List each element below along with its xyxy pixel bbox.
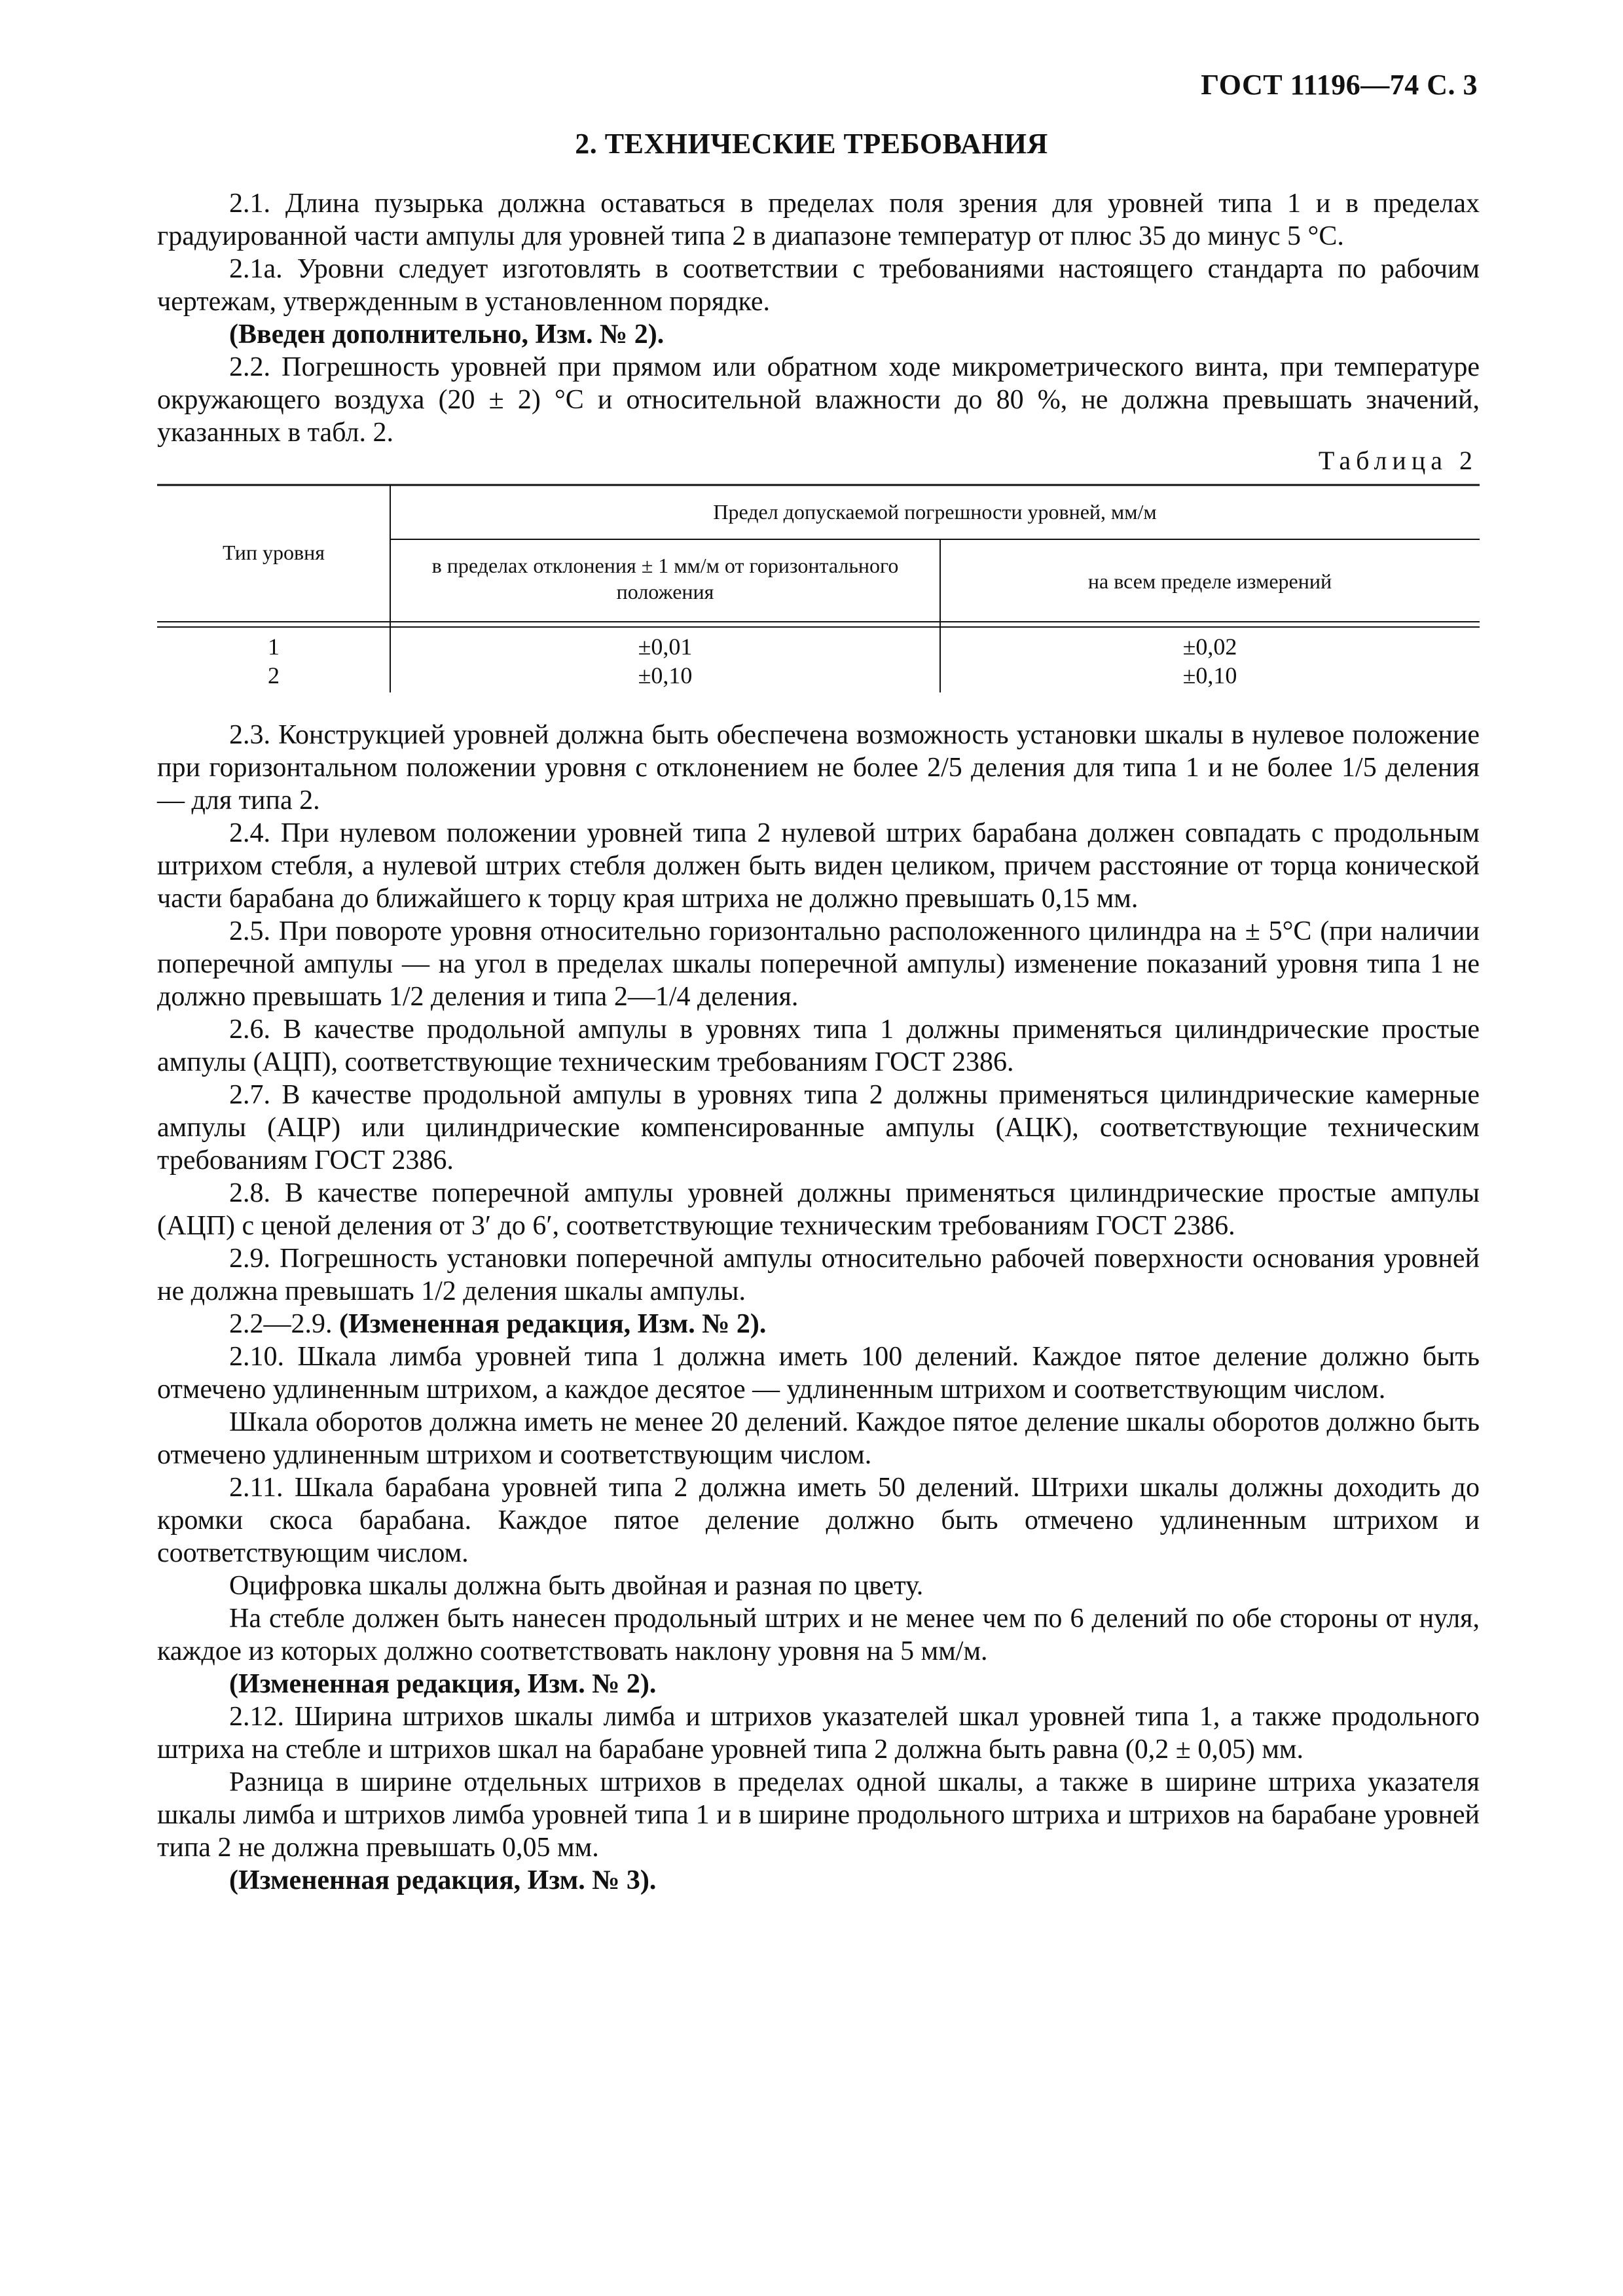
paragraph: 2.1а. Уровни следует изготовлять в соответствии с требованиями настоящего стандарта по рабочим чертежам, утвержденным в установленном порядке. <box>157 254 1480 317</box>
paragraph: 2.2. Погрешность уровней при прямом или обратном ходе микрометрического винта, при температуре окружающего воздуха (20 ± 2) °С и относительной влажности до 80 %, не должна превышать значений, указанных в табл. 2. <box>157 352 1480 448</box>
table <box>157 483 1480 692</box>
table-cell-dev-2: ±0,10 <box>638 662 693 689</box>
amendment-note: (Введен дополнительно, Изм. № 2). <box>229 319 665 350</box>
table-cell-full-1: ±0,02 <box>1182 634 1237 660</box>
paragraph: 2.10. Шкала лимба уровней типа 1 должна иметь 100 делений. Каждое пятое деление должно быть отмечено удлиненным штрихом, а каждое десятое — удлиненным штрихом и соответствующим числом. <box>157 1342 1480 1405</box>
paragraph: 2.9. Погрешность установки поперечной ампулы относительно рабочей поверхности основания уровней не должна превышать 1/2 деления шкалы ампулы. <box>157 1244 1480 1306</box>
paragraph: Шкала оборотов должна иметь не менее 20 делений. Каждое пятое деление шкалы оборотов должно быть отмечено удлиненным штрихом и соответствующим числом. <box>157 1407 1480 1470</box>
paragraph: Разница в ширине отдельных штрихов в пределах одной шкалы, а также в ширине штриха указателя шкалы лимба и штрихов лимба уровней типа 1 и в ширине продольного штриха и штрихов на барабане уровней типа 2 не должна превышать 0,05 мм. <box>157 1767 1480 1863</box>
paragraph: 2.8. В качестве поперечной ампулы уровней должны применяться цилиндрические простые ампулы (АЦП) с ценой деления от 3′ до 6′, соответствующие техническим требованиям ГОСТ 2386. <box>157 1178 1480 1241</box>
text-block-1 <box>157 187 1480 449</box>
paragraph: 2.6. В качестве продольной ампулы в уровнях типа 1 должны применяться цилиндрические простые ампулы (АЦП), соответствующие техническим требованиям ГОСТ 2386. <box>157 1014 1480 1077</box>
paragraph: На стебле должен быть нанесен продольный штрих и не менее чем по 6 делений по обе стороны от нуля, каждое из которых должно соответствовать наклону уровня на 5 мм/м. <box>157 1604 1480 1666</box>
col-group-header: Предел допускаемой погрешности уровней, мм/м <box>713 500 1157 524</box>
paragraph: Оцифровка шкалы должна быть двойная и разная по цвету. <box>229 1571 924 1601</box>
paragraph: 2.4. При нулевом положении уровней типа 2 нулевой штрих барабана должен совпадать с продольным штрихом стебля, а нулевой штрих стебля должен быть виден целиком, причем расстояние от торца конической части барабана до ближайшего к торцу края штриха не должно превышать 0,15 мм. <box>157 818 1480 914</box>
col-header-type: Тип уровня <box>223 541 325 564</box>
table-cell-type-1: 1 <box>268 634 280 660</box>
table-cell-type-2: 2 <box>268 662 280 689</box>
section-title: 2. ТЕХНИЧЕСКИЕ ТРЕБОВАНИЯ <box>575 128 1048 160</box>
paragraph: 2.12. Ширина штрихов шкалы лимба и штрихов указателей шкал уровней типа 1, а также продольного штриха на стебле и штрихов шкал на барабане уровней типа 2 должна быть равна (0,2 ± 0,05) мм. <box>157 1702 1480 1765</box>
paragraph: 2.3. Конструкцией уровней должна быть обеспечена возможность установки шкалы в нулевое положение при горизонтальном положении уровня с отклонением не более 2/5 деления для типа 1 и не более 1/5 деления — для типа 2. <box>157 720 1480 816</box>
paragraph: 2.7. В качестве продольной ампулы в уровнях типа 2 должны применяться цилиндрические камерные ампулы (АЦР) или цилиндрические компенсированные ампулы (АЦК), соответствующие техническим требованиям ГОСТ 2386. <box>157 1080 1480 1175</box>
table-cell-full-2: ±0,10 <box>1182 662 1237 689</box>
text-block-2 <box>157 719 1480 1897</box>
col-header-full-range: на всем пределе измерений <box>1087 569 1332 593</box>
paragraph: 2.1. Длина пузырька должна оставаться в пределах поля зрения для уровней типа 1 и в пределах градуированной части ампулы для уровней типа 2 в диапазоне температур от плюс 35 до минус 5 °С. <box>157 188 1480 251</box>
page-header: ГОСТ 11196—74 С. 3 <box>1201 69 1478 101</box>
paragraph: 2.5. При повороте уровня относительно горизонтально расположенного цилиндра на ± 5°С (при наличии поперечной ампулы — на угол в пределах шкалы поперечной ампулы) изменение показаний уровня типа 1 не должно превышать 1/2 деления и типа 2—1/4 деления. <box>157 916 1480 1012</box>
amendment-note: 2.2—2.9. (Измененная редакция, Изм. № 2). <box>229 1309 767 1339</box>
table-cell-dev-1: ±0,01 <box>638 634 693 660</box>
paragraph: 2.11. Шкала барабана уровней типа 2 должна иметь 50 делений. Штрихи шкалы должны доходить до кромки скоса барабана. Каждое пятое деление должно быть отмечено удлиненным штрихом и соответствующим числом. <box>157 1473 1480 1568</box>
table-caption: Таблица 2 <box>1318 446 1478 475</box>
amendment-note: (Измененная редакция, Изм. № 3). <box>229 1865 657 1895</box>
col-header-deviation: в пределах отклонения ± 1 мм/м от горизонтального положения <box>431 554 899 603</box>
amendment-note: (Измененная редакция, Изм. № 2). <box>229 1669 657 1699</box>
